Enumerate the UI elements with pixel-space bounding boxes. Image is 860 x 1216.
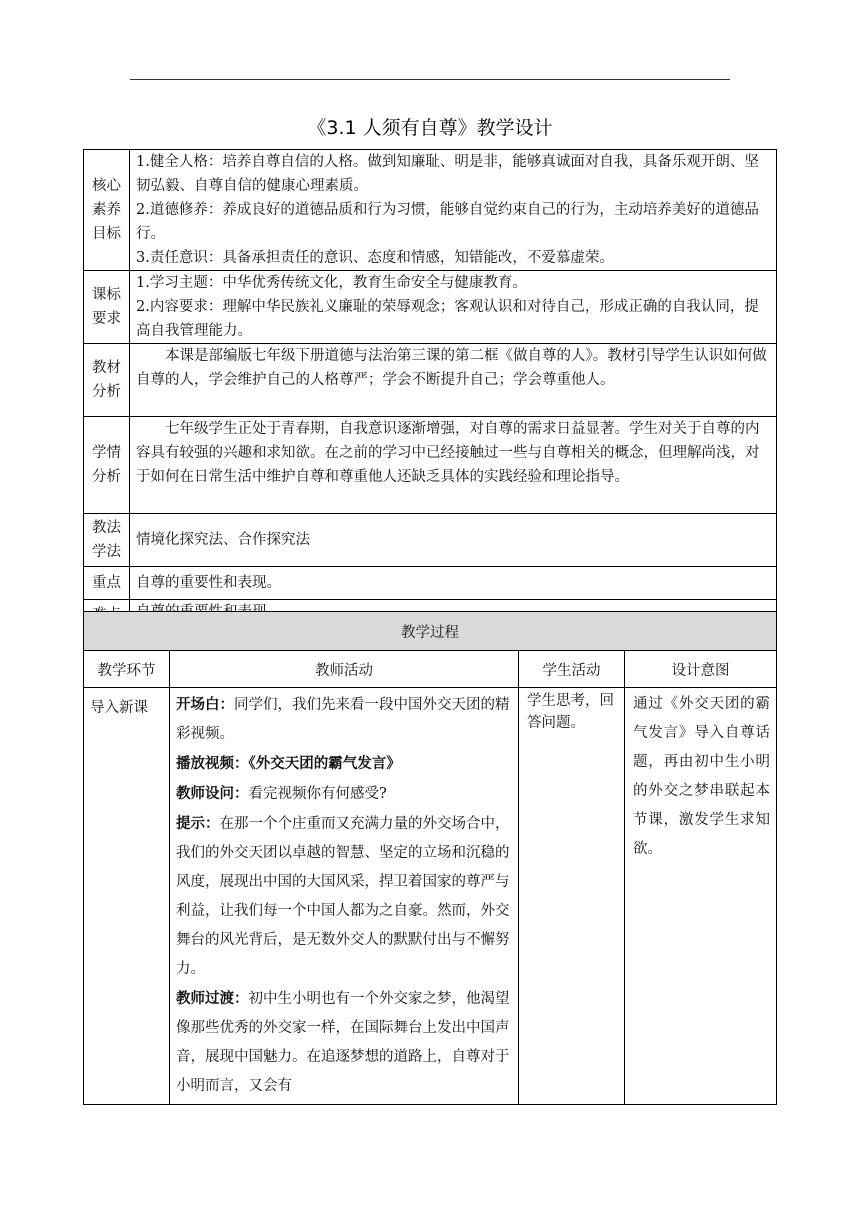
row-content — [130, 150, 777, 271]
item-text: 初中生小明也有一个外交家之梦，他渴望像那些优秀的外交家一样，在国际舞台上发出中国声音，展现中国魅力。在追逐梦想的道路上，自尊对于小明而言，又会有 — [176, 991, 510, 1094]
row-content — [130, 417, 777, 514]
paragraph: 2.道德修养：养成良好的道德品质和行为习惯，能够自觉约束自己的行为，主动培养美好的道德品行。 — [136, 202, 759, 242]
row-label: 重点 — [84, 567, 130, 600]
info-table — [83, 149, 777, 630]
column-header: 学生活动 — [519, 651, 625, 688]
table-row — [84, 271, 777, 344]
column-header: 教师活动 — [170, 651, 519, 688]
paragraph: 自尊的重要性和表现。 — [136, 575, 281, 591]
paragraph: 情境化探究法、合作探究法 — [136, 532, 310, 548]
item-text: 在那一个个庄重而又充满力量的外交场合中，我们的外交天团以卓越的智慧、坚定的立场和沉稳的风度，展现出中国的大国风采，捍卫着国家的尊严与利益，让我们每一个中国人都为之自豪。然而，外交舞台的风光背后，是无数外交人的默默付出与不懈努力。 — [176, 816, 510, 977]
row-content — [130, 271, 777, 344]
item-label: 教师设问： — [176, 785, 249, 802]
paragraph: 1.学习主题：中华优秀传统文化，教育生命安全与健康教育。 — [136, 275, 527, 291]
item-label: 开场白： — [176, 696, 234, 713]
document-title: 《3.1 人须有自尊》教学设计 — [307, 117, 553, 139]
paragraph: 3.责任意识：具备承担责任的意识、态度和情感，知错能改，不爱慕虚荣。 — [136, 250, 614, 266]
paragraph: 1.健全人格：培养自尊自信的人格。做到知廉耻、明是非，能够真诚面对自我，具备乐观开朗、坚韧弘毅、自尊自信的健康心理素质。 — [136, 154, 759, 194]
stage-cell: 导入新课 — [84, 688, 170, 1105]
teacher-item — [176, 779, 512, 809]
table-row — [84, 567, 777, 600]
table-row — [84, 150, 777, 271]
header-rule — [130, 79, 730, 80]
row-label: 核心素养目标 — [84, 150, 130, 271]
row-label: 教材分析 — [84, 344, 130, 417]
process-band-title: 教学过程 — [84, 612, 777, 651]
item-label: 播放视频： — [176, 755, 249, 772]
paragraph: 本课是部编版七年级下册道德与法治第三课的第二框《做自尊的人》。教材引导学生认识如何做自尊的人，学会维护自己的人格尊严；学会不断提升自己；学会尊重他人。 — [136, 348, 767, 388]
table-row — [84, 688, 777, 1105]
student-activity-cell: 学生思考，回答问题。 — [519, 688, 625, 1105]
teacher-item — [176, 749, 512, 779]
design-intent-cell: 通过《外交天团的霸气发言》导入自尊话题，再由初中生小明的外交之梦串联起本节课，激发学生求知欲。 — [625, 688, 777, 1105]
process-table — [83, 611, 777, 1105]
table-row — [84, 612, 777, 651]
paragraph: 2.内容要求：理解中华民族礼义廉耻的荣辱观念；客观认识和对待自己，形成正确的自我认同，提高自我管理能力。 — [136, 299, 759, 339]
row-label: 课标要求 — [84, 271, 130, 344]
column-header: 设计意图 — [625, 651, 777, 688]
teacher-item — [176, 984, 512, 1101]
row-content — [130, 344, 777, 417]
table-row — [84, 344, 777, 417]
row-content — [130, 514, 777, 567]
table-row — [84, 651, 777, 688]
teacher-item — [176, 809, 512, 984]
item-text: 《外交天团的霸气发言》 — [248, 755, 401, 772]
table-row — [84, 417, 777, 514]
row-label: 教法学法 — [84, 514, 130, 567]
item-text: 看完视频你有何感受? — [248, 786, 387, 802]
table-row — [84, 514, 777, 567]
item-label: 教师过渡： — [176, 990, 249, 1007]
paragraph: 七年级学生正处于青春期，自我意识逐渐增强，对自尊的需求日益显著。学生对关于自尊的内容具有较强的兴趣和求知欲。在之前的学习中已经接触过一些与自尊相关的概念，但理解尚浅，对于如何在日常生活中维护自尊和尊重他人还缺乏具体的实践经验和理论指导。 — [136, 421, 760, 485]
item-text: 同学们，我们先来看一段中国外交天团的精彩视频。 — [176, 697, 510, 742]
column-header: 教学环节 — [84, 651, 170, 688]
row-label: 学情分析 — [84, 417, 130, 514]
item-label: 提示： — [176, 815, 220, 832]
teacher-activity-cell — [170, 688, 519, 1105]
row-content — [130, 567, 777, 600]
teacher-item — [176, 690, 512, 749]
